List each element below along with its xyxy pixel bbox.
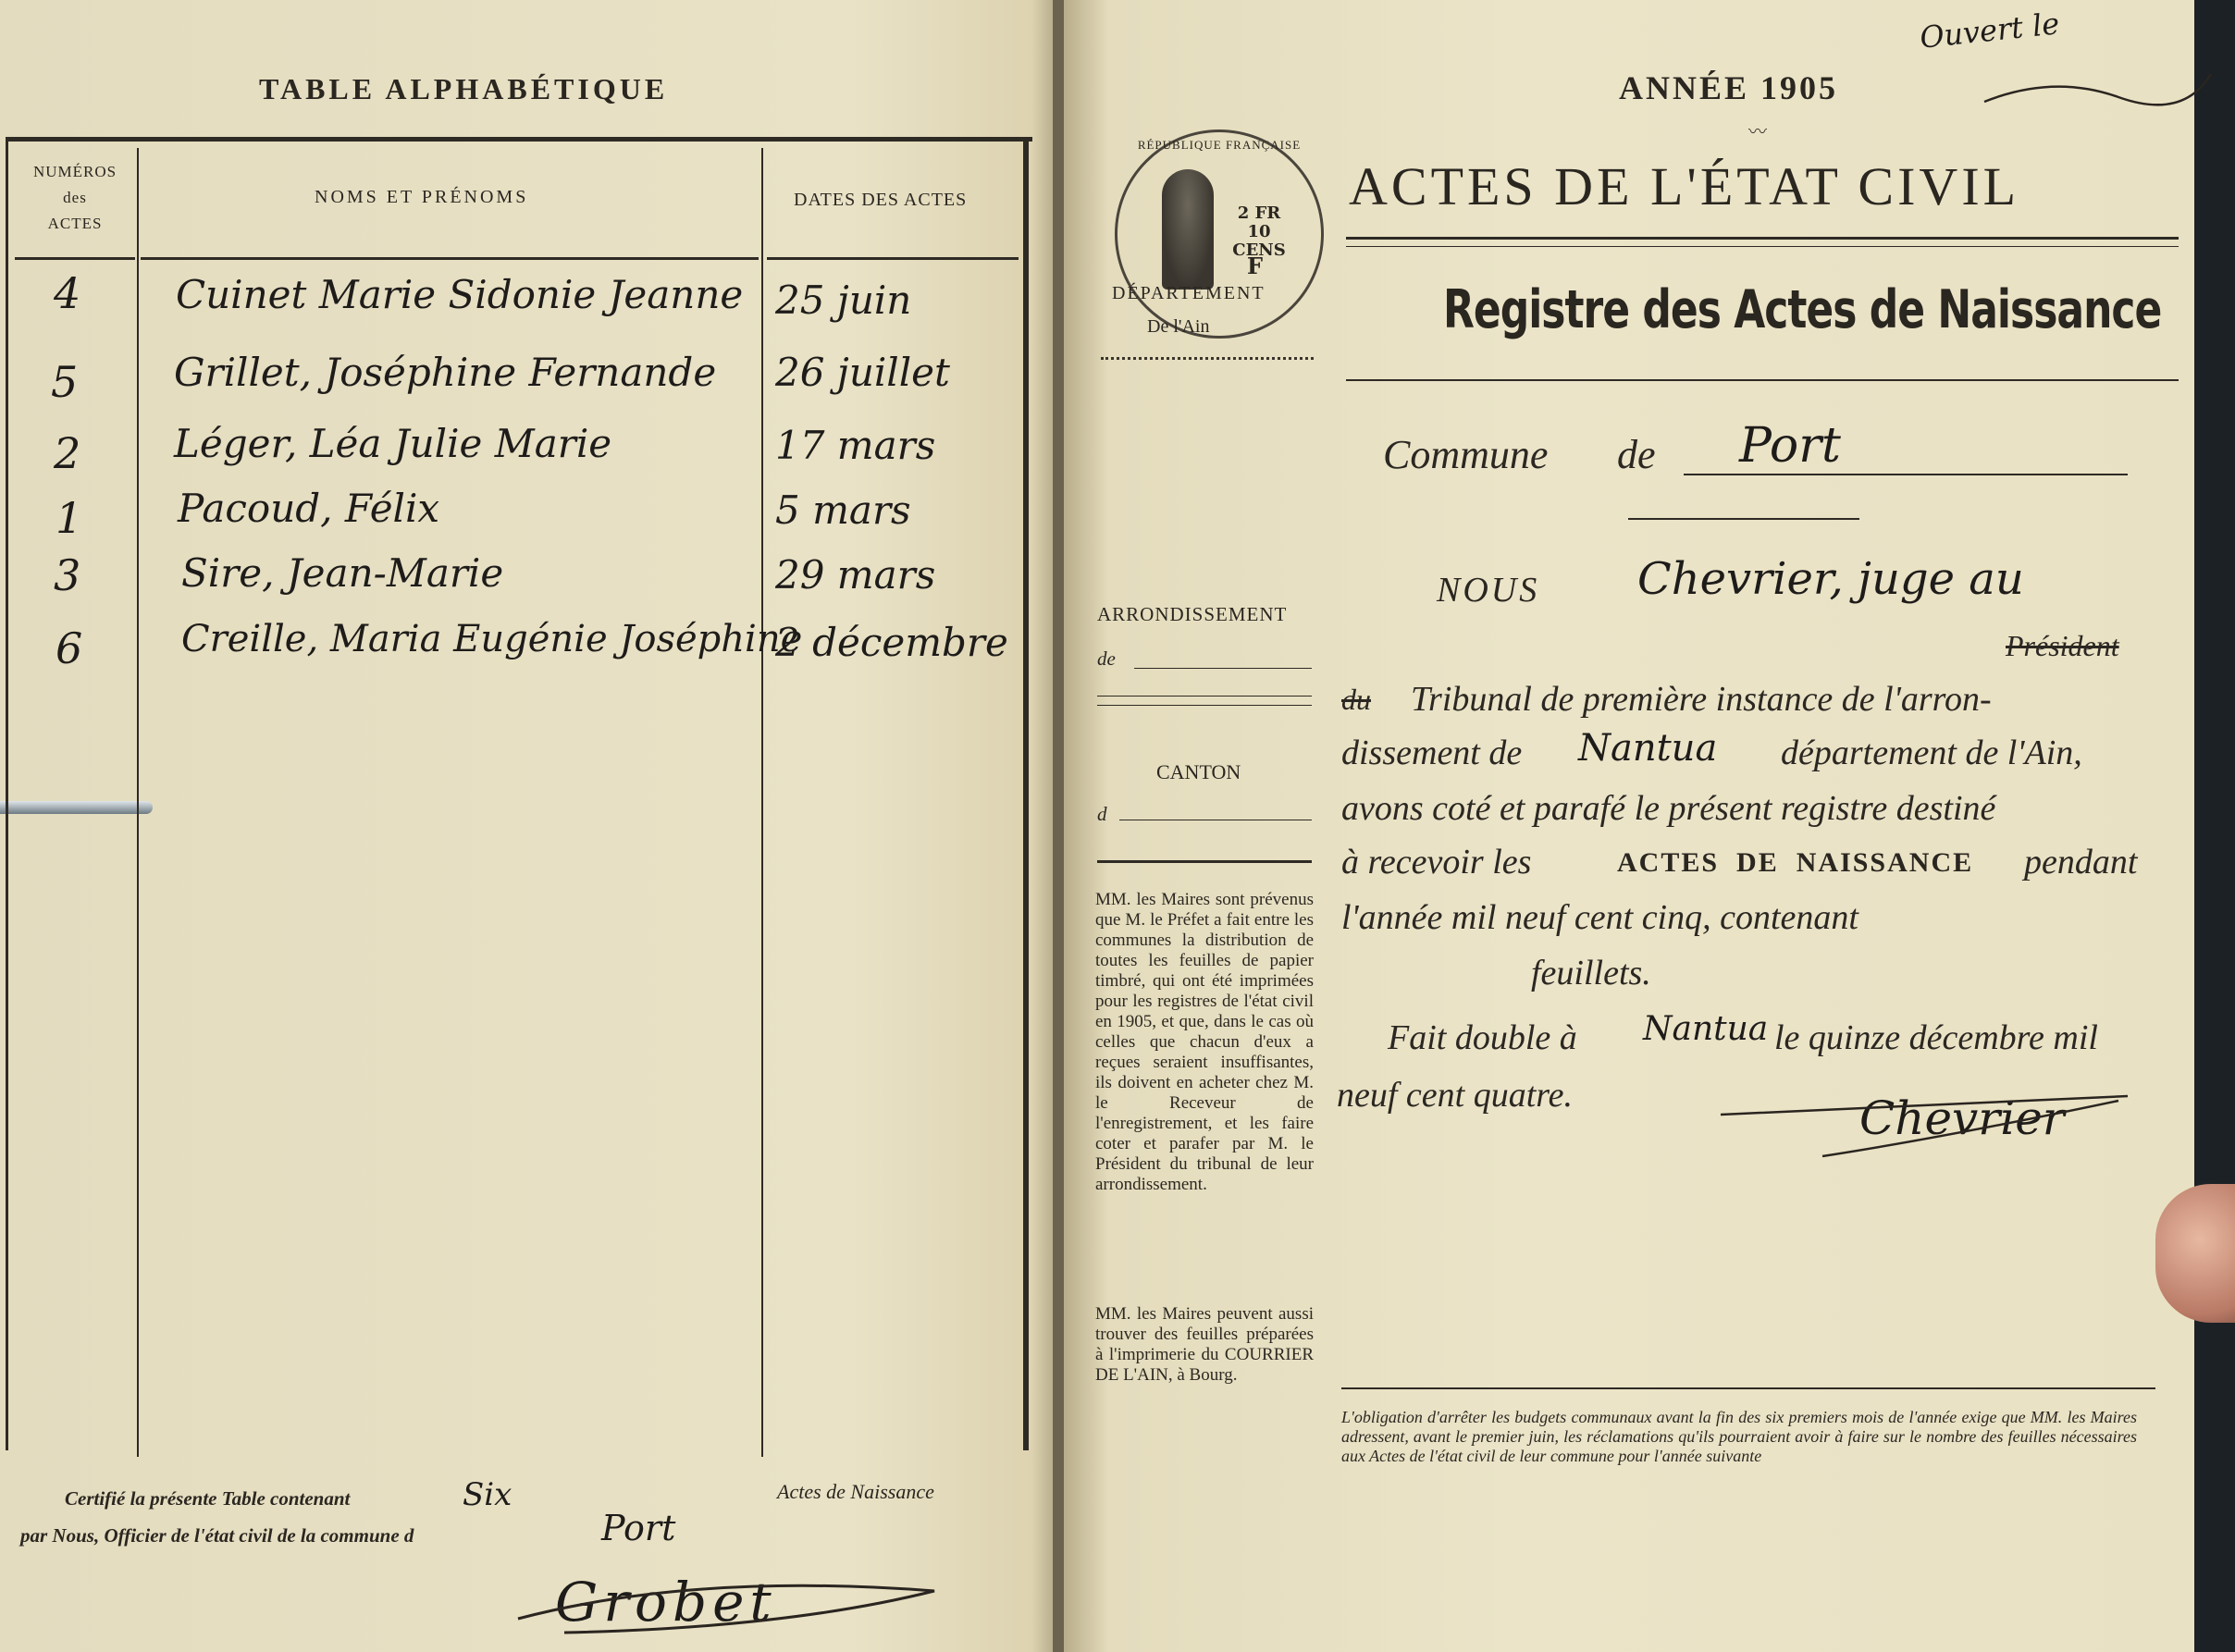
certification-commune: Port — [601, 1508, 676, 1548]
budget-notice: L'obligation d'arrêter les budgets communaux avant la fin des six premiers mois de l'année exige que MM. les Maires adressent, avant le premier juin, les réclamations qu'ils pourraient avoir à faire sur le nombre des feuilles nécessaires aux Actes de l'état civil de leur commune pour l'année suivante — [1341, 1408, 2137, 1465]
officer-signature: Grobet — [555, 1571, 777, 1634]
thumb — [2155, 1184, 2235, 1323]
arrondissement-field — [1134, 668, 1312, 669]
body-line-4e: pendant — [2024, 843, 2138, 881]
row-date: 17 mars — [775, 423, 936, 468]
bottom-note-rule — [1341, 1387, 2155, 1389]
nous-value: Chevrier, juge au — [1637, 553, 2024, 605]
row-number: 2 — [54, 428, 81, 478]
table-row — [0, 350, 1027, 414]
arrondissement-de: de — [1097, 647, 1116, 670]
stamp-value: 2 FR 10 CENS — [1232, 203, 1286, 260]
row-date: 26 juillet — [775, 350, 950, 395]
header-dates: DATES DES ACTES — [794, 190, 968, 210]
row-date: 29 mars — [775, 552, 936, 598]
certification-line2: par Nous, Officier de l'état civil de la commune d — [20, 1524, 414, 1547]
commune-underline — [1684, 474, 2128, 475]
col-divider-1 — [137, 148, 139, 1457]
president-label: Président — [2006, 629, 2119, 662]
header-noms: NOMS ET PRÉNOMS — [315, 187, 529, 207]
table-left-rule — [6, 137, 8, 1450]
body-line-7a: Fait double à — [1388, 1018, 1577, 1057]
commune-de: de — [1617, 432, 1656, 477]
paper-clip — [0, 801, 153, 814]
certification-acts: Actes de Naissance — [777, 1480, 934, 1503]
body-acts-caps: ACTES DE NAISSANCE — [1617, 847, 1974, 878]
mayors-notice-1: MM. les Maires sont prévenus que M. le Préfet a fait entre les communes la distribution de toutes les feuilles de papier timbré, qui ont été imprimées pour les registres de l'état civil en 1905, et que, dans le cas où celles que chacun d'eux a reçues seraient insuffisantes, ils doivent en acheter chez M. le Receveur de l'enregistrement, et les faire coter et parafer par M. le Président du tribunal de leur arrondissement. — [1095, 890, 1314, 1194]
row-date: 2 décembre — [775, 620, 1008, 665]
table-row — [0, 421, 1027, 486]
row-number: 1 — [56, 493, 83, 543]
row-date: 5 mars — [775, 487, 911, 533]
body-line-8: neuf cent quatre. — [1337, 1076, 1574, 1115]
book-gutter — [1053, 0, 1064, 1652]
table-row — [0, 268, 1027, 333]
row-number: 6 — [56, 623, 83, 673]
left-page — [0, 0, 1064, 1652]
subtitle-rule — [1346, 379, 2179, 381]
certification-count: Six — [463, 1476, 512, 1513]
judge-signature-flourish — [1711, 1091, 2137, 1165]
body-line-2a: dissement de — [1341, 734, 1523, 772]
canton-label: CANTON — [1156, 760, 1241, 783]
judge-signature: Chevrier — [1859, 1091, 2065, 1145]
canton-d: d — [1097, 803, 1107, 825]
stamp-ain: De l'Ain — [1147, 316, 1210, 337]
commune-value: Port — [1739, 418, 1841, 474]
fiscal-stamp — [1115, 129, 1324, 339]
row-name: Cuinet Marie Sidonie Jeanne — [176, 272, 744, 317]
register-subtitle: Registre des Actes de Naissance — [1443, 279, 2162, 341]
header-numeros: NUMÉROS des ACTES — [32, 163, 117, 232]
arrondissement-value: Nantua — [1578, 727, 1718, 770]
nous-label: NOUS — [1437, 571, 1540, 610]
col-divider-2 — [761, 148, 763, 1457]
row-name: Pacoud, Félix — [178, 486, 440, 531]
table-top-rule — [6, 137, 1032, 142]
header-rule-1 — [15, 257, 135, 260]
row-name: Grillet, Joséphine Fernande — [174, 350, 717, 395]
header-rule-3 — [767, 257, 1019, 260]
canton-rule — [1097, 860, 1312, 863]
body-line-2b: département de l'Ain, — [1781, 734, 2082, 772]
body-line-6: feuillets. — [1531, 954, 1651, 992]
row-number: 3 — [54, 550, 81, 600]
body-line-5: l'année mil neuf cent cinq, contenant — [1341, 898, 1858, 937]
annotation-initials — [1980, 55, 2220, 129]
body-line-4a: à recevoir les — [1341, 843, 1532, 881]
table-title: TABLE ALPHABÉTIQUE — [259, 72, 669, 105]
header-rule-2 — [141, 257, 759, 260]
year-ornament: 〰 — [1748, 120, 1767, 142]
body-line-3: avons coté et parafé le présent registre destiné — [1341, 789, 1996, 828]
table-row — [0, 618, 1027, 683]
stamp-letter: F — [1247, 253, 1264, 279]
signature-flourish — [509, 1563, 953, 1637]
body-line-7b: le quinze décembre mil — [1774, 1018, 2098, 1057]
arrondissement-rule-2 — [1097, 705, 1312, 706]
du-label: du — [1341, 683, 1371, 716]
main-title: ACTES DE L'ÉTAT CIVIL — [1349, 156, 2020, 216]
row-name: Creille, Maria Eugénie Joséphine — [181, 618, 803, 660]
row-name: Léger, Léa Julie Marie — [174, 421, 612, 466]
stamp-figure-icon — [1162, 169, 1214, 290]
stamp-ring-text: RÉPUBLIQUE FRANÇAISE — [1137, 138, 1302, 152]
title-rule — [1346, 237, 2179, 240]
stamp-wavy-rule — [1101, 351, 1314, 360]
arrondissement-rule — [1097, 696, 1312, 697]
row-name: Sire, Jean-Marie — [181, 550, 504, 596]
table-row — [0, 550, 1027, 615]
title-rule-thin — [1346, 246, 2179, 247]
table-right-rule — [1023, 137, 1029, 1450]
row-number: 4 — [54, 268, 81, 318]
year-heading: ANNÉE 1905 — [1619, 69, 1839, 106]
body-line-1: Tribunal de première instance de l'arron- — [1411, 680, 1992, 719]
row-date: 25 juin — [775, 277, 912, 323]
row-number: 5 — [51, 357, 79, 407]
margin-annotation: Ouvert le — [1918, 6, 2061, 55]
commune-label: Commune — [1383, 432, 1549, 477]
mayors-notice-2: MM. les Maires peuvent aussi trouver des feuilles préparées à l'imprimerie du COURRIER DE L'AIN, à Bourg. — [1095, 1304, 1314, 1385]
fait-a-value: Nantua — [1643, 1010, 1769, 1048]
certification-text: Certifié la présente Table contenant — [65, 1487, 351, 1510]
arrondissement-label: ARRONDISSEMENT — [1097, 603, 1288, 625]
commune-short-rule — [1628, 518, 1859, 520]
table-row — [0, 486, 1027, 550]
stamp-dept: DÉPARTEMENT — [1112, 283, 1266, 303]
